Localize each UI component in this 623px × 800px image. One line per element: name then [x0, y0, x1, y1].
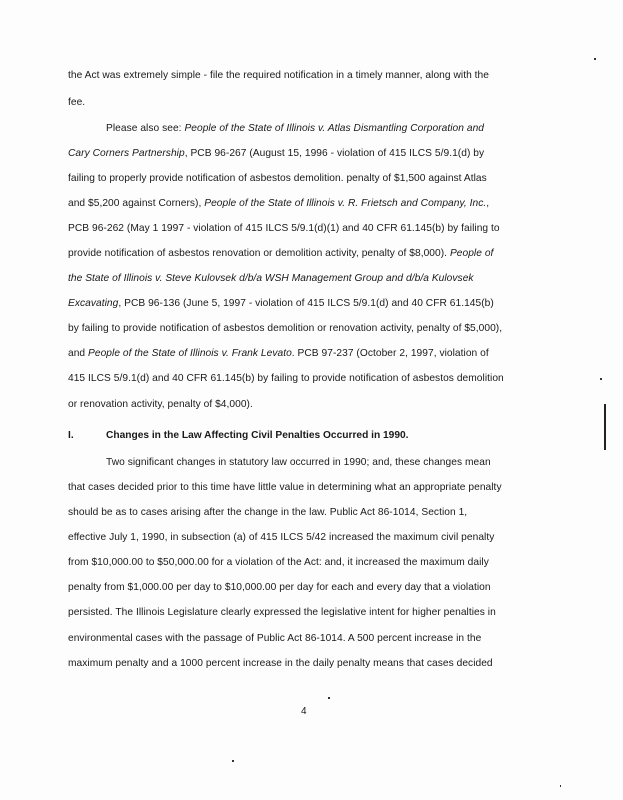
text-line — [106, 123, 586, 135]
text-segment: provide notification of asbestos renovation or demolition activity, penalty of $8,000). — [68, 248, 450, 259]
scan-speck — [600, 378, 602, 380]
text-line — [68, 273, 548, 285]
text-line: effective July 1, 1990, in subsection (a) of 415 ILCS 5/42 increased the maximum civil penalty — [68, 532, 495, 543]
text-segment: failing to properly provide notification of asbestos demolition. penalty of $1,500 against Atlas — [68, 173, 487, 184]
case-name-italic: People of the State of Illinois v. R. Frietsch and Company, Inc. — [204, 198, 487, 209]
section-number: I. — [68, 430, 74, 441]
case-name-italic: Excavating — [68, 298, 119, 309]
case-name-italic: People of the State of Illinois v. Atlas Dismantling Corporation and — [184, 123, 484, 134]
page-number: 4 — [301, 706, 307, 717]
text-line — [68, 348, 548, 360]
text-segment: 415 ILCS 5/9.1(d) and 40 CFR 61.145(b) by failing to provide notification of asbestos demolition — [68, 373, 504, 384]
text-line — [68, 223, 548, 235]
case-name-italic: People of — [449, 248, 494, 259]
text-segment: and $5,200 against Corners), — [68, 198, 205, 209]
text-line — [68, 298, 548, 310]
text-line: the Act was extremely simple - file the required notification in a timely manner, along with the — [68, 70, 489, 81]
text-line — [68, 399, 548, 411]
case-name-italic: the State of Illinois v. Steve Kulovsek d/b/a WSH Management Group and d/b/a Kulovsek — [68, 273, 474, 284]
text-line: from $10,000.00 to $50,000.00 for a violation of the Act: and, it increased the maximum daily — [68, 557, 489, 568]
text-segment: , PCB 96-136 (June 5, 1997 - violation of 415 ILCS 5/9.1(d) and 40 CFR 61.145(b) — [118, 298, 494, 309]
text-segment: and — [68, 348, 89, 359]
case-name-italic: People of the State of Illinois v. Frank Levato — [88, 348, 292, 359]
text-line: that cases decided prior to this time have little value in determining what an appropriate penalty — [68, 482, 502, 493]
text-line: should be as to cases arising after the change in the law. Public Act 86-1014, Section 1, — [68, 507, 468, 518]
text-line: Two significant changes in statutory law occurred in 1990; and, these changes mean — [106, 457, 491, 468]
text-line — [68, 198, 548, 210]
scan-speck — [328, 697, 330, 699]
scan-speck — [232, 760, 234, 762]
text-line: penalty from $1,000.00 per day to $10,000.00 per day for each and every day that a violation — [68, 582, 491, 593]
text-segment: or renovation activity, penalty of $4,000). — [68, 399, 253, 410]
text-segment: . PCB 97-237 (October 2, 1997, violation of — [291, 348, 489, 359]
text-line: environmental cases with the passage of Public Act 86-1014. A 500 percent increase in the — [68, 633, 482, 644]
case-name-italic: Cary Corners Partnership — [68, 148, 185, 159]
text-line — [68, 248, 548, 260]
text-segment: Please also see: — [106, 123, 185, 134]
scan-margin-mark — [604, 404, 606, 450]
text-line: maximum penalty and a 1000 percent increase in the daily penalty means that cases decided — [68, 658, 493, 669]
text-line — [68, 173, 548, 185]
text-segment: by failing to provide notification of asbestos demolition or renovation activity, penalty of $5,000), — [68, 323, 503, 334]
text-line: persisted. The Illinois Legislature clearly expressed the legislative intent for higher penalties in — [68, 607, 496, 618]
text-line: fee. — [68, 97, 86, 108]
text-line — [68, 148, 548, 160]
section-heading: Changes in the Law Affecting Civil Penalties Occurred in 1990. — [106, 430, 409, 441]
text-segment: , — [486, 198, 490, 209]
text-segment: , PCB 96-267 (August 15, 1996 - violation of 415 ILCS 5/9.1(d) by — [184, 148, 485, 159]
text-line — [68, 323, 548, 335]
scan-speck — [594, 58, 596, 60]
scan-speck — [560, 785, 561, 787]
text-segment: PCB 96-262 (May 1 1997 - violation of 415 ILCS 5/9.1(d)(1) and 40 CFR 61.145(b) by failing to — [68, 223, 500, 234]
text-line — [68, 373, 548, 385]
